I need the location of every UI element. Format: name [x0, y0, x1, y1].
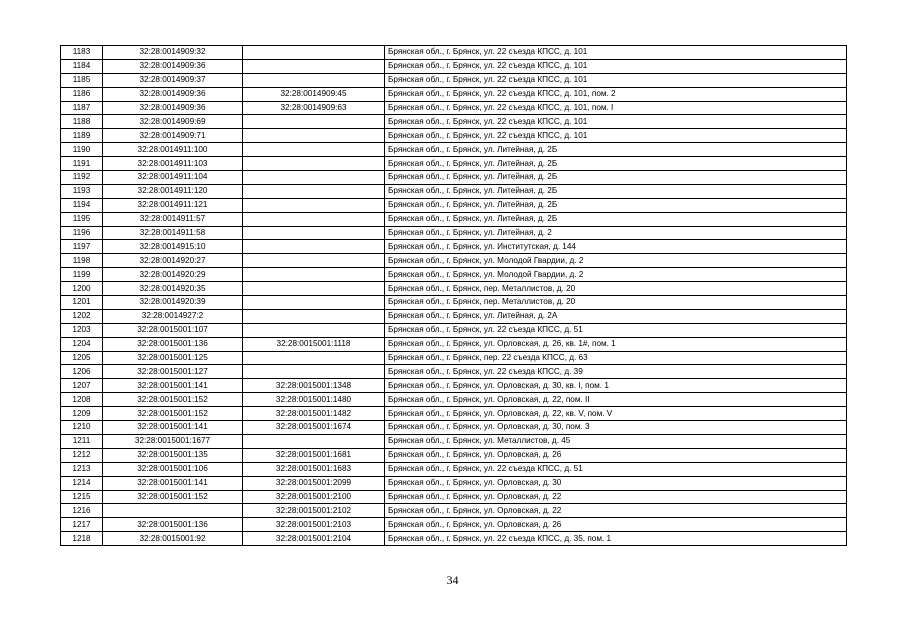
row-number-cell: 1218	[61, 532, 103, 546]
sub-cadastral-number-cell: 32:28:0015001:1348	[243, 379, 385, 393]
cadastral-number-cell: 32:28:0014909:36	[103, 101, 243, 115]
cadastral-number-cell: 32:28:0015001:136	[103, 518, 243, 532]
address-cell: Брянская обл., г. Брянск, ул. Литейная, д. 2	[385, 226, 847, 240]
row-number-cell: 1197	[61, 240, 103, 254]
row-number-cell: 1191	[61, 157, 103, 171]
cadastral-number-cell: 32:28:0014909:69	[103, 115, 243, 129]
sub-cadastral-number-cell: 32:28:0015001:1482	[243, 407, 385, 421]
row-number-cell: 1183	[61, 46, 103, 60]
cadastral-number-cell	[103, 504, 243, 518]
address-cell: Брянская обл., г. Брянск, ул. Литейная, д. 2А	[385, 309, 847, 323]
cadastral-number-cell: 32:28:0015001:152	[103, 490, 243, 504]
row-number-cell: 1216	[61, 504, 103, 518]
address-cell: Брянская обл., г. Брянск, ул. Орловская, д. 22, кв. V, пом. V	[385, 407, 847, 421]
address-cell: Брянская обл., г. Брянск, ул. Литейная, д. 2Б	[385, 157, 847, 171]
cadastral-number-cell: 32:28:0014920:39	[103, 296, 243, 310]
sub-cadastral-number-cell	[243, 296, 385, 310]
sub-cadastral-number-cell: 32:28:0015001:1681	[243, 448, 385, 462]
sub-cadastral-number-cell	[243, 268, 385, 282]
row-number-cell: 1213	[61, 462, 103, 476]
table-row	[61, 143, 847, 157]
cadastral-number-cell: 32:28:0014909:37	[103, 73, 243, 87]
address-cell: Брянская обл., г. Брянск, ул. Литейная, д. 2Б	[385, 171, 847, 185]
page-number: 34	[446, 573, 459, 587]
row-number-cell: 1202	[61, 309, 103, 323]
row-number-cell: 1195	[61, 212, 103, 226]
row-number-cell: 1194	[61, 198, 103, 212]
address-cell: Брянская обл., г. Брянск, ул. Литейная, д. 2Б	[385, 212, 847, 226]
table-row	[61, 115, 847, 129]
address-cell: Брянская обл., г. Брянск, пер. Металлистов, д. 20	[385, 282, 847, 296]
sub-cadastral-number-cell	[243, 309, 385, 323]
address-cell: Брянская обл., г. Брянск, ул. Литейная, д. 2Б	[385, 143, 847, 157]
cadastral-number-cell: 32:28:0015001:152	[103, 393, 243, 407]
row-number-cell: 1201	[61, 296, 103, 310]
cadastral-number-cell: 32:28:0015001:107	[103, 323, 243, 337]
address-cell: Брянская обл., г. Брянск, ул. Орловская, д. 26, кв. 1#, пом. 1	[385, 337, 847, 351]
table-row	[61, 212, 847, 226]
table-row	[61, 476, 847, 490]
sub-cadastral-number-cell	[243, 226, 385, 240]
table-row	[61, 421, 847, 435]
table-row	[61, 448, 847, 462]
address-cell: Брянская обл., г. Брянск, ул. Орловская, д. 26	[385, 518, 847, 532]
sub-cadastral-number-cell	[243, 157, 385, 171]
row-number-cell: 1193	[61, 184, 103, 198]
table-row	[61, 309, 847, 323]
table-row	[61, 129, 847, 143]
row-number-cell: 1210	[61, 421, 103, 435]
row-number-cell: 1206	[61, 365, 103, 379]
address-cell: Брянская обл., г. Брянск, ул. Литейная, д. 2Б	[385, 198, 847, 212]
table-row	[61, 337, 847, 351]
table-row	[61, 504, 847, 518]
table-row	[61, 490, 847, 504]
row-number-cell: 1188	[61, 115, 103, 129]
row-number-cell: 1198	[61, 254, 103, 268]
sub-cadastral-number-cell	[243, 351, 385, 365]
address-cell: Брянская обл., г. Брянск, ул. Орловская, д. 22	[385, 504, 847, 518]
sub-cadastral-number-cell	[243, 73, 385, 87]
cadastral-number-cell: 32:28:0014920:27	[103, 254, 243, 268]
cadastral-number-cell: 32:28:0014911:58	[103, 226, 243, 240]
table-row	[61, 296, 847, 310]
cadastral-number-cell: 32:28:0015001:152	[103, 407, 243, 421]
address-cell: Брянская обл., г. Брянск, ул. Металлистов, д. 45	[385, 434, 847, 448]
sub-cadastral-number-cell	[243, 323, 385, 337]
table-row	[61, 240, 847, 254]
cadastral-number-cell: 32:28:0014911:57	[103, 212, 243, 226]
cadastral-number-cell: 32:28:0014927:2	[103, 309, 243, 323]
sub-cadastral-number-cell: 32:28:0015001:2102	[243, 504, 385, 518]
sub-cadastral-number-cell: 32:28:0014909:63	[243, 101, 385, 115]
sub-cadastral-number-cell: 32:28:0015001:2103	[243, 518, 385, 532]
address-cell: Брянская обл., г. Брянск, ул. Орловская, д. 26	[385, 448, 847, 462]
address-cell: Брянская обл., г. Брянск, пер. 22 съезда КПСС, д. 63	[385, 351, 847, 365]
sub-cadastral-number-cell: 32:28:0015001:1683	[243, 462, 385, 476]
sub-cadastral-number-cell	[243, 143, 385, 157]
address-cell: Брянская обл., г. Брянск, ул. Молодой Гвардии, д. 2	[385, 254, 847, 268]
address-cell: Брянская обл., г. Брянск, ул. 22 съезда КПСС, д. 101, пом. I	[385, 101, 847, 115]
row-number-cell: 1186	[61, 87, 103, 101]
table-row	[61, 59, 847, 73]
row-number-cell: 1203	[61, 323, 103, 337]
sub-cadastral-number-cell: 32:28:0015001:1674	[243, 421, 385, 435]
cadastral-number-cell: 32:28:0015001:127	[103, 365, 243, 379]
row-number-cell: 1192	[61, 171, 103, 185]
address-cell: Брянская обл., г. Брянск, ул. Орловская, д. 22, пом. II	[385, 393, 847, 407]
address-cell: Брянская обл., г. Брянск, ул. 22 съезда КПСС, д. 101	[385, 46, 847, 60]
cadastral-number-cell: 32:28:0015001:1677	[103, 434, 243, 448]
address-cell: Брянская обл., г. Брянск, ул. 22 съезда КПСС, д. 101	[385, 115, 847, 129]
row-number-cell: 1190	[61, 143, 103, 157]
row-number-cell: 1211	[61, 434, 103, 448]
cadastral-number-cell: 32:28:0015001:92	[103, 532, 243, 546]
sub-cadastral-number-cell: 32:28:0015001:2100	[243, 490, 385, 504]
sub-cadastral-number-cell	[243, 240, 385, 254]
sub-cadastral-number-cell	[243, 282, 385, 296]
sub-cadastral-number-cell	[243, 184, 385, 198]
sub-cadastral-number-cell: 32:28:0014909:45	[243, 87, 385, 101]
row-number-cell: 1185	[61, 73, 103, 87]
table-row	[61, 365, 847, 379]
table-row	[61, 87, 847, 101]
row-number-cell: 1217	[61, 518, 103, 532]
cadastral-number-cell: 32:28:0015001:106	[103, 462, 243, 476]
table-row	[61, 518, 847, 532]
row-number-cell: 1184	[61, 59, 103, 73]
row-number-cell: 1215	[61, 490, 103, 504]
row-number-cell: 1189	[61, 129, 103, 143]
sub-cadastral-number-cell	[243, 59, 385, 73]
register-table	[60, 45, 847, 546]
cadastral-number-cell: 32:28:0014911:120	[103, 184, 243, 198]
table-row	[61, 198, 847, 212]
table-row	[61, 407, 847, 421]
table-row	[61, 462, 847, 476]
table-row	[61, 184, 847, 198]
address-cell: Брянская обл., г. Брянск, ул. Орловская, д. 30, пом. 3	[385, 421, 847, 435]
address-cell: Брянская обл., г. Брянск, ул. 22 съезда КПСС, д. 51	[385, 323, 847, 337]
row-number-cell: 1204	[61, 337, 103, 351]
row-number-cell: 1205	[61, 351, 103, 365]
cadastral-number-cell: 32:28:0015001:135	[103, 448, 243, 462]
cadastral-number-cell: 32:28:0014911:100	[103, 143, 243, 157]
address-cell: Брянская обл., г. Брянск, ул. 22 съезда КПСС, д. 101	[385, 129, 847, 143]
cadastral-number-cell: 32:28:0014920:35	[103, 282, 243, 296]
sub-cadastral-number-cell	[243, 254, 385, 268]
address-cell: Брянская обл., г. Брянск, ул. Орловская, д. 22	[385, 490, 847, 504]
address-cell: Брянская обл., г. Брянск, ул. 22 съезда КПСС, д. 39	[385, 365, 847, 379]
row-number-cell: 1196	[61, 226, 103, 240]
table-row	[61, 157, 847, 171]
cadastral-number-cell: 32:28:0015001:141	[103, 476, 243, 490]
register-table-body	[61, 46, 847, 546]
table-row	[61, 434, 847, 448]
cadastral-number-cell: 32:28:0014909:32	[103, 46, 243, 60]
sub-cadastral-number-cell	[243, 171, 385, 185]
row-number-cell: 1214	[61, 476, 103, 490]
address-cell: Брянская обл., г. Брянск, ул. 22 съезда КПСС, д. 101	[385, 59, 847, 73]
sub-cadastral-number-cell: 32:28:0015001:2099	[243, 476, 385, 490]
table-row	[61, 323, 847, 337]
address-cell: Брянская обл., г. Брянск, ул. Орловская, д. 30	[385, 476, 847, 490]
sub-cadastral-number-cell: 32:28:0015001:2104	[243, 532, 385, 546]
sub-cadastral-number-cell	[243, 46, 385, 60]
cadastral-number-cell: 32:28:0014909:36	[103, 59, 243, 73]
row-number-cell: 1200	[61, 282, 103, 296]
address-cell: Брянская обл., г. Брянск, ул. Молодой Гвардии, д. 2	[385, 268, 847, 282]
row-number-cell: 1207	[61, 379, 103, 393]
row-number-cell: 1212	[61, 448, 103, 462]
address-cell: Брянская обл., г. Брянск, ул. 22 съезда КПСС, д. 101, пом. 2	[385, 87, 847, 101]
address-cell: Брянская обл., г. Брянск, ул. Институтская, д. 144	[385, 240, 847, 254]
cadastral-number-cell: 32:28:0015001:125	[103, 351, 243, 365]
table-row	[61, 351, 847, 365]
address-cell: Брянская обл., г. Брянск, ул. 22 съезда КПСС, д. 35, пом. 1	[385, 532, 847, 546]
cadastral-number-cell: 32:28:0015001:141	[103, 379, 243, 393]
row-number-cell: 1199	[61, 268, 103, 282]
sub-cadastral-number-cell	[243, 129, 385, 143]
cadastral-number-cell: 32:28:0014920:29	[103, 268, 243, 282]
table-row	[61, 226, 847, 240]
address-cell: Брянская обл., г. Брянск, ул. Орловская, д. 30, кв. I, пом. 1	[385, 379, 847, 393]
cadastral-number-cell: 32:28:0014911:103	[103, 157, 243, 171]
table-row	[61, 254, 847, 268]
table-row	[61, 282, 847, 296]
row-number-cell: 1187	[61, 101, 103, 115]
row-number-cell: 1209	[61, 407, 103, 421]
table-row	[61, 532, 847, 546]
sub-cadastral-number-cell: 32:28:0015001:1480	[243, 393, 385, 407]
address-cell: Брянская обл., г. Брянск, ул. Литейная, д. 2Б	[385, 184, 847, 198]
table-row	[61, 171, 847, 185]
table-row	[61, 73, 847, 87]
address-cell: Брянская обл., г. Брянск, пер. Металлистов, д. 20	[385, 296, 847, 310]
cadastral-number-cell: 32:28:0014911:121	[103, 198, 243, 212]
cadastral-number-cell: 32:28:0014911:104	[103, 171, 243, 185]
table-row	[61, 46, 847, 60]
cadastral-number-cell: 32:28:0015001:141	[103, 421, 243, 435]
sub-cadastral-number-cell	[243, 434, 385, 448]
table-row	[61, 268, 847, 282]
sub-cadastral-number-cell: 32:28:0015001:1118	[243, 337, 385, 351]
cadastral-number-cell: 32:28:0015001:136	[103, 337, 243, 351]
cadastral-number-cell: 32:28:0014915:10	[103, 240, 243, 254]
table-row	[61, 379, 847, 393]
sub-cadastral-number-cell	[243, 115, 385, 129]
address-cell: Брянская обл., г. Брянск, ул. 22 съезда КПСС, д. 51	[385, 462, 847, 476]
sub-cadastral-number-cell	[243, 365, 385, 379]
row-number-cell: 1208	[61, 393, 103, 407]
sub-cadastral-number-cell	[243, 198, 385, 212]
cadastral-number-cell: 32:28:0014909:71	[103, 129, 243, 143]
address-cell: Брянская обл., г. Брянск, ул. 22 съезда КПСС, д. 101	[385, 73, 847, 87]
cadastral-number-cell: 32:28:0014909:36	[103, 87, 243, 101]
sub-cadastral-number-cell	[243, 212, 385, 226]
table-row	[61, 101, 847, 115]
table-row	[61, 393, 847, 407]
